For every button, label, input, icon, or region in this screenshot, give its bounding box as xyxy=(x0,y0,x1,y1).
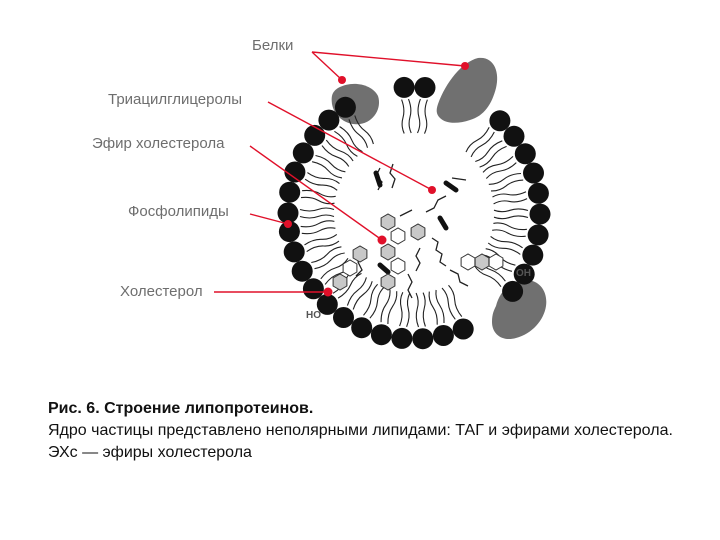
sterol-ring xyxy=(391,258,405,274)
phospholipid-tail xyxy=(407,293,410,327)
caption-title: Рис. 6. Строение липопротеинов. xyxy=(48,400,314,417)
phospholipid-head xyxy=(394,77,415,98)
phospholipid-tail xyxy=(307,173,339,184)
phospholipid-tail xyxy=(425,100,428,134)
phospholipid-head xyxy=(433,325,454,346)
sterol-ring xyxy=(381,244,395,260)
phospholipid-tail xyxy=(494,216,528,219)
sterol-ring xyxy=(381,274,395,290)
phospholipid-tail xyxy=(302,228,336,234)
phospholipid-tail xyxy=(307,241,339,252)
phospholipid-tail xyxy=(492,230,526,237)
caption-body: Ядро частицы представлено неполярными липидами: ТАГ и эфирами холестерола. ЭХс — эфиры холестерола xyxy=(48,422,673,461)
sterol-ring xyxy=(411,224,425,240)
phospholipid-head xyxy=(303,278,324,299)
phospholipid-tail xyxy=(491,236,523,247)
phospholipid-tail xyxy=(300,208,334,211)
phospholipid-head xyxy=(279,182,300,203)
sterol-ring xyxy=(475,254,489,270)
phospholipid-head xyxy=(515,143,536,164)
phospholipid-tail xyxy=(493,223,527,230)
sterol-ring xyxy=(343,260,357,276)
phospholipid-tail xyxy=(311,247,341,263)
sterol-ring xyxy=(381,214,395,230)
phospholipid-tail xyxy=(483,156,513,172)
label-proteins: Белки xyxy=(252,37,294,54)
label-phospholipids: Фосфолипиды xyxy=(128,203,229,220)
phospholipid-tail xyxy=(312,162,342,178)
phospholipid-head xyxy=(412,328,433,349)
sterol-ring xyxy=(333,274,347,290)
phospholipid-head xyxy=(335,97,356,118)
phospholipid-head xyxy=(504,126,525,147)
phospholipid-head xyxy=(523,163,544,184)
phospholipid-tail xyxy=(493,192,527,197)
phospholipid-head xyxy=(528,224,549,245)
hydroxyl-label-right: OH xyxy=(516,268,531,279)
phospholipid-tail xyxy=(486,163,516,179)
figure-caption xyxy=(48,398,688,464)
phospholipid-head xyxy=(528,183,549,204)
phospholipid-tail xyxy=(489,174,521,185)
sterol-ring xyxy=(391,228,405,244)
sterol-ring xyxy=(353,246,367,262)
phospholipid-tail xyxy=(402,100,405,134)
phospholipid-tails xyxy=(300,99,528,327)
phospholipid-head xyxy=(453,319,474,340)
label-triacylglycerols: Триацилглицеролы xyxy=(108,91,243,108)
phospholipid-tail xyxy=(316,156,346,172)
phospholipid-tail xyxy=(400,292,403,326)
phospholipid-head xyxy=(391,328,412,349)
phospholipid-tail xyxy=(488,243,520,254)
phospholipid-head xyxy=(489,110,510,131)
phospholipid-tail xyxy=(416,293,418,327)
phospholipid-head xyxy=(522,245,543,266)
phospholipid-head xyxy=(530,204,551,225)
phospholipid-head xyxy=(371,324,392,345)
phospholipid-tail xyxy=(409,99,412,133)
phospholipid-tail xyxy=(423,293,425,327)
label-cholesterol: Холестерол xyxy=(120,283,203,300)
phospholipid-head xyxy=(293,142,314,163)
phospholipid-head xyxy=(318,110,339,131)
phospholipid-tail xyxy=(418,99,421,133)
phospholipid-head xyxy=(351,317,372,338)
phospholipid-head xyxy=(502,281,523,302)
phospholipid-tail xyxy=(494,199,527,204)
phospholipid-head xyxy=(333,307,354,328)
sterol-ring xyxy=(489,254,503,270)
phospholipid-tail xyxy=(300,215,334,218)
phospholipid-tail xyxy=(494,209,528,212)
phospholipid-head xyxy=(292,261,313,282)
hydroxyl-label-left: HO xyxy=(306,310,321,321)
phospholipid-tail xyxy=(491,180,523,191)
sterol-ring xyxy=(461,254,475,270)
phospholipid-tail xyxy=(305,234,337,245)
phospholipid-tail xyxy=(301,221,335,227)
label-cholesterol-ester: Эфир холестерола xyxy=(92,135,225,152)
phospholipid-head xyxy=(415,77,436,98)
phospholipid-head xyxy=(284,241,305,262)
